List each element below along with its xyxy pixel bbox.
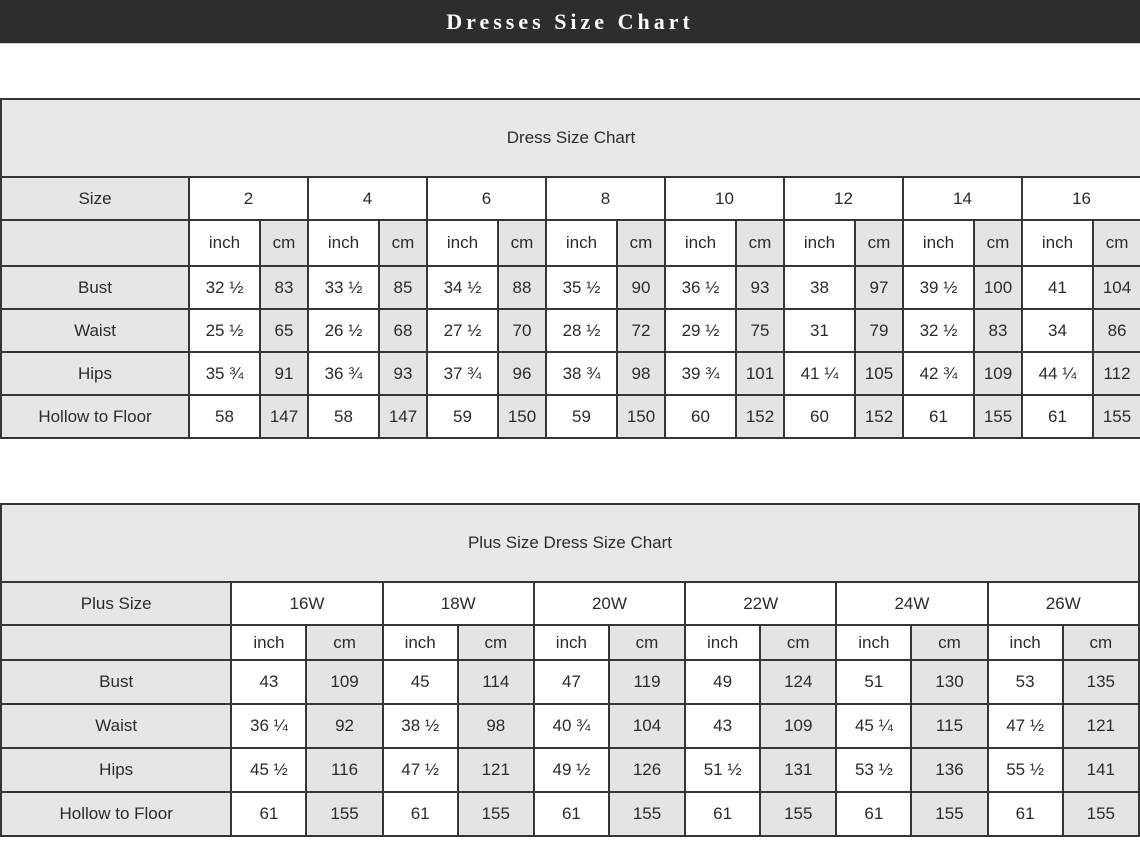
value-inch-cell: 31 (784, 309, 855, 352)
value-cm-cell: 75 (736, 309, 784, 352)
value-cm-cell: 83 (260, 266, 308, 309)
value-cm-cell: 91 (260, 352, 308, 395)
value-inch-cell: 61 (988, 792, 1063, 836)
value-inch-cell: 28 ½ (546, 309, 617, 352)
unit-cm-cell: cm (760, 625, 836, 660)
banner-title: Dresses Size Chart (446, 8, 694, 34)
value-cm-cell: 70 (498, 309, 546, 352)
size-cell: 12 (784, 177, 903, 220)
measurement-row (1, 309, 1140, 352)
table-title: Dress Size Chart (1, 99, 1140, 177)
value-cm-cell: 155 (306, 792, 382, 836)
value-cm-cell: 155 (1063, 792, 1139, 836)
value-cm-cell: 155 (1093, 395, 1140, 438)
size-cell: 20W (534, 582, 685, 625)
value-cm-cell: 115 (911, 704, 987, 748)
unit-cm-cell: cm (306, 625, 382, 660)
unit-inch-cell: inch (784, 220, 855, 266)
value-inch-cell: 39 ¾ (665, 352, 736, 395)
unit-inch-cell: inch (189, 220, 260, 266)
value-inch-cell: 53 ½ (836, 748, 911, 792)
unit-header-empty-cell (1, 625, 231, 660)
measurement-row (1, 266, 1140, 309)
measurement-row (1, 704, 1139, 748)
unit-inch-cell: inch (836, 625, 911, 660)
page-banner (0, 0, 1140, 44)
value-cm-cell: 109 (306, 660, 382, 704)
size-header-label: Size (1, 177, 189, 220)
value-cm-cell: 147 (260, 395, 308, 438)
value-cm-cell: 112 (1093, 352, 1140, 395)
value-inch-cell: 32 ½ (189, 266, 260, 309)
value-inch-cell: 44 ¼ (1022, 352, 1093, 395)
value-inch-cell: 29 ½ (665, 309, 736, 352)
value-inch-cell: 61 (836, 792, 911, 836)
size-cell: 2 (189, 177, 308, 220)
value-inch-cell: 47 ½ (988, 704, 1063, 748)
value-inch-cell: 60 (665, 395, 736, 438)
value-inch-cell: 47 (534, 660, 609, 704)
size-cell: 26W (988, 582, 1139, 625)
unit-cm-cell: cm (260, 220, 308, 266)
value-inch-cell: 47 ½ (383, 748, 458, 792)
plus-size-dress-size-chart-table (0, 503, 1140, 837)
measurement-label: Hollow to Floor (1, 395, 189, 438)
unit-inch-cell: inch (685, 625, 760, 660)
size-header-label: Plus Size (1, 582, 231, 625)
value-inch-cell: 60 (784, 395, 855, 438)
value-cm-cell: 152 (736, 395, 784, 438)
value-inch-cell: 37 ¾ (427, 352, 498, 395)
value-inch-cell: 27 ½ (427, 309, 498, 352)
value-cm-cell: 155 (458, 792, 534, 836)
unit-inch-cell: inch (427, 220, 498, 266)
value-cm-cell: 88 (498, 266, 546, 309)
value-inch-cell: 34 (1022, 309, 1093, 352)
measurement-row (1, 748, 1139, 792)
size-cell: 22W (685, 582, 836, 625)
measurement-label: Bust (1, 266, 189, 309)
unit-inch-cell: inch (665, 220, 736, 266)
value-cm-cell: 93 (736, 266, 784, 309)
value-cm-cell: 114 (458, 660, 534, 704)
value-cm-cell: 86 (1093, 309, 1140, 352)
measurement-label: Bust (1, 660, 231, 704)
value-inch-cell: 49 (685, 660, 760, 704)
value-cm-cell: 98 (617, 352, 665, 395)
value-inch-cell: 59 (427, 395, 498, 438)
value-cm-cell: 90 (617, 266, 665, 309)
unit-header-row (1, 625, 1139, 660)
value-inch-cell: 38 (784, 266, 855, 309)
value-inch-cell: 61 (534, 792, 609, 836)
table-title-row (1, 504, 1139, 582)
value-inch-cell: 26 ½ (308, 309, 379, 352)
unit-cm-cell: cm (974, 220, 1022, 266)
table-title: Plus Size Dress Size Chart (1, 504, 1139, 582)
unit-inch-cell: inch (308, 220, 379, 266)
value-inch-cell: 38 ¾ (546, 352, 617, 395)
value-inch-cell: 35 ¾ (189, 352, 260, 395)
value-cm-cell: 83 (974, 309, 1022, 352)
size-header-row (1, 582, 1139, 625)
unit-inch-cell: inch (988, 625, 1063, 660)
value-cm-cell: 121 (1063, 704, 1139, 748)
value-inch-cell: 36 ¼ (231, 704, 306, 748)
unit-cm-cell: cm (498, 220, 546, 266)
value-inch-cell: 45 ¼ (836, 704, 911, 748)
size-cell: 18W (383, 582, 534, 625)
dress-size-chart-table (0, 98, 1140, 439)
table-title-row (1, 99, 1140, 177)
unit-inch-cell: inch (383, 625, 458, 660)
value-cm-cell: 93 (379, 352, 427, 395)
value-inch-cell: 39 ½ (903, 266, 974, 309)
value-inch-cell: 43 (231, 660, 306, 704)
value-inch-cell: 41 ¼ (784, 352, 855, 395)
value-inch-cell: 58 (308, 395, 379, 438)
value-cm-cell: 109 (760, 704, 836, 748)
value-inch-cell: 59 (546, 395, 617, 438)
value-cm-cell: 155 (760, 792, 836, 836)
value-inch-cell: 55 ½ (988, 748, 1063, 792)
plus-size-chart-body (1, 504, 1139, 836)
value-cm-cell: 150 (617, 395, 665, 438)
value-cm-cell: 100 (974, 266, 1022, 309)
measurement-label: Hips (1, 352, 189, 395)
value-cm-cell: 104 (1093, 266, 1140, 309)
unit-header-empty-cell (1, 220, 189, 266)
value-cm-cell: 68 (379, 309, 427, 352)
measurement-row (1, 792, 1139, 836)
measurement-label: Waist (1, 309, 189, 352)
measurement-label: Hollow to Floor (1, 792, 231, 836)
value-cm-cell: 92 (306, 704, 382, 748)
value-cm-cell: 135 (1063, 660, 1139, 704)
value-cm-cell: 130 (911, 660, 987, 704)
value-cm-cell: 124 (760, 660, 836, 704)
value-inch-cell: 33 ½ (308, 266, 379, 309)
unit-header-row (1, 220, 1140, 266)
value-inch-cell: 53 (988, 660, 1063, 704)
value-cm-cell: 79 (855, 309, 903, 352)
value-cm-cell: 155 (609, 792, 685, 836)
size-cell: 16 (1022, 177, 1140, 220)
value-cm-cell: 96 (498, 352, 546, 395)
size-cell: 10 (665, 177, 784, 220)
value-inch-cell: 61 (903, 395, 974, 438)
value-cm-cell: 85 (379, 266, 427, 309)
size-cell: 8 (546, 177, 665, 220)
value-cm-cell: 126 (609, 748, 685, 792)
unit-inch-cell: inch (534, 625, 609, 660)
value-inch-cell: 61 (685, 792, 760, 836)
value-cm-cell: 98 (458, 704, 534, 748)
value-inch-cell: 51 (836, 660, 911, 704)
unit-cm-cell: cm (458, 625, 534, 660)
value-cm-cell: 109 (974, 352, 1022, 395)
value-inch-cell: 45 ½ (231, 748, 306, 792)
unit-cm-cell: cm (1093, 220, 1140, 266)
unit-inch-cell: inch (231, 625, 306, 660)
unit-inch-cell: inch (546, 220, 617, 266)
value-inch-cell: 42 ¾ (903, 352, 974, 395)
unit-cm-cell: cm (379, 220, 427, 266)
value-cm-cell: 155 (911, 792, 987, 836)
size-cell: 16W (231, 582, 382, 625)
measurement-label: Waist (1, 704, 231, 748)
value-cm-cell: 141 (1063, 748, 1139, 792)
value-inch-cell: 43 (685, 704, 760, 748)
unit-cm-cell: cm (736, 220, 784, 266)
value-inch-cell: 40 ¾ (534, 704, 609, 748)
value-inch-cell: 36 ½ (665, 266, 736, 309)
unit-cm-cell: cm (617, 220, 665, 266)
value-inch-cell: 35 ½ (546, 266, 617, 309)
size-cell: 24W (836, 582, 987, 625)
value-inch-cell: 25 ½ (189, 309, 260, 352)
value-cm-cell: 155 (974, 395, 1022, 438)
value-inch-cell: 51 ½ (685, 748, 760, 792)
value-inch-cell: 61 (383, 792, 458, 836)
value-cm-cell: 150 (498, 395, 546, 438)
value-inch-cell: 61 (1022, 395, 1093, 438)
value-cm-cell: 152 (855, 395, 903, 438)
value-cm-cell: 65 (260, 309, 308, 352)
value-inch-cell: 32 ½ (903, 309, 974, 352)
value-inch-cell: 45 (383, 660, 458, 704)
value-cm-cell: 116 (306, 748, 382, 792)
size-cell: 4 (308, 177, 427, 220)
size-cell: 14 (903, 177, 1022, 220)
value-cm-cell: 131 (760, 748, 836, 792)
unit-cm-cell: cm (855, 220, 903, 266)
size-cell: 6 (427, 177, 546, 220)
dress-size-chart-body (1, 99, 1140, 438)
value-cm-cell: 121 (458, 748, 534, 792)
measurement-row (1, 352, 1140, 395)
unit-inch-cell: inch (1022, 220, 1093, 266)
value-inch-cell: 38 ½ (383, 704, 458, 748)
measurement-row (1, 395, 1140, 438)
unit-cm-cell: cm (911, 625, 987, 660)
value-cm-cell: 147 (379, 395, 427, 438)
value-cm-cell: 104 (609, 704, 685, 748)
value-inch-cell: 49 ½ (534, 748, 609, 792)
value-cm-cell: 105 (855, 352, 903, 395)
value-inch-cell: 58 (189, 395, 260, 438)
value-cm-cell: 101 (736, 352, 784, 395)
value-inch-cell: 36 ¾ (308, 352, 379, 395)
value-cm-cell: 119 (609, 660, 685, 704)
unit-cm-cell: cm (609, 625, 685, 660)
value-inch-cell: 41 (1022, 266, 1093, 309)
value-cm-cell: 97 (855, 266, 903, 309)
value-cm-cell: 72 (617, 309, 665, 352)
value-inch-cell: 34 ½ (427, 266, 498, 309)
value-inch-cell: 61 (231, 792, 306, 836)
measurement-row (1, 660, 1139, 704)
measurement-label: Hips (1, 748, 231, 792)
size-header-row (1, 177, 1140, 220)
unit-cm-cell: cm (1063, 625, 1139, 660)
value-cm-cell: 136 (911, 748, 987, 792)
unit-inch-cell: inch (903, 220, 974, 266)
